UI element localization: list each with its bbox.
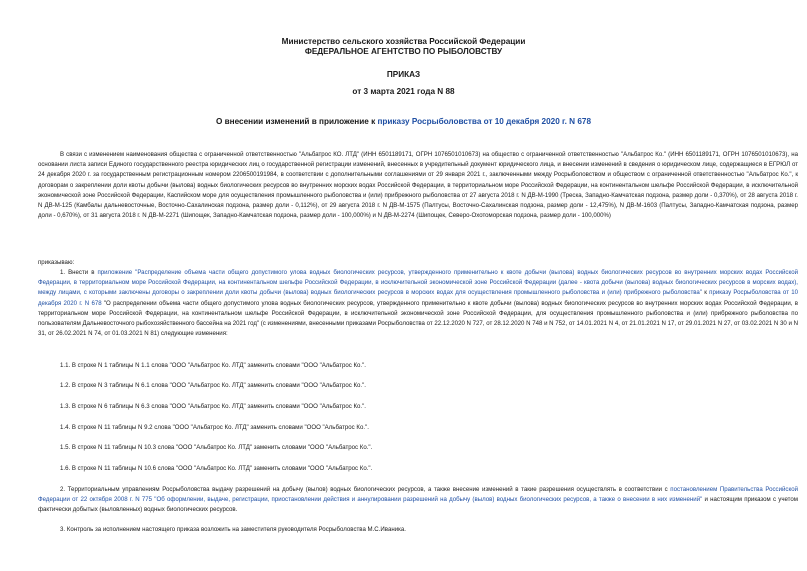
subitem-1-1: 1.1. В строке N 1 таблицы N 1.1 слова "ООО "Альбатрос Ко. ЛТД" заменить словами "ООО "Альбатрос Ко.".	[60, 362, 366, 369]
point-2-end: и настоящим приказом с учетом фактически добытых (выловленных) водных биологических ресурсов.	[38, 496, 798, 514]
subitem-1-3: 1.3. В строке N 6 таблицы N 6.3 слова "ООО "Альбатрос Ко. ЛТД" заменить словами "ООО "Альбатрос Ко.".	[60, 403, 366, 410]
point-1-mid2: "О распределении объема части общего допустимого улова водных биологических ресурсов, утвержденного применительно к квоте добычи (вылова) водных биологических ресурсов во внутренних морских водах Российской Федерации, в территориальном море Российской Федерации, на континентальном шельфе Российской Федерации, в исключительной экономической зоне Российской Федерации, для осуществления промышленного рыболовства и (или) прибрежного рыболовства по пользователям Дальневосточного рыбохозяйственного бассейна на 2021 год" (с изменениями, внесенными приказами Росрыболовства от 22.12.2020 N 727, от 28.12.2020 N 748 и N 752, от 14.01.2021 N 4, от 21.01.2021 N 17, от 29.01.2021 N 27, от 03.02.2021 N 30 и N 31, от 26.02.2021 N 74, от 01.03.2021 N 81) следующие изменения:	[38, 299, 798, 338]
preamble-paragraph: В связи с изменением наименования общества с ограниченной ответственностью "Альбатрос КО. ЛТД" (ИНН 6501189171, ОГРН 1076501010673) на общество с ограниченной ответственностью "Альбатрос Ко." (ИНН 6501189171, ОГРН 1076501010673), на основании листа записи Единого государственного реестра юридических лиц о государственной регистрации изменений, внесенных в учредительный документ юридического лица, и внесении изменений в сведения о юридическом лице, содержащиеся в ЕГРЮЛ от 24 декабря 2020 г. за государственным регистрационным номером 2206500191984, в соответствии с дополнительными соглашениями от 29 января 2021 г., заключенными между Росрыболовством и обществом с ограниченной ответственностью "Альбатрос Ко.", к договорам о закреплении доли квоты добычи (вылова) водных биологических ресурсов во внутренних морских водах Российской Федерации, в территориальном море Российской Федерации, на континентальном шельфе Российской Федерации, в исключительной экономической зоне Российской Федерации, Каспийском море для осуществления промышленного рыболовства и (или) прибрежного рыболовства от 27 августа 2018 г. N ДВ-М-1990 (Треска, Западно-Камчатская подзона, размер доли - 0,370%), от 28 августа 2018 г. N ДВ-М-125 (Камбалы дальневосточные, Восточно-Сахалинская подзона, размер доли - 0,112%), от 29 августа 2018 г. N ДВ-М-1575 (Палтусы, Восточно-Сахалинская подзона, размер доли - 12,475%), N ДВ-М-1603 (Палтусы, Западно-Камчатская подзона, размер доли - 0,670%), от 31 августа 2018 г. N ДВ-М-2271 (Шипощек, Западно-Камчатская подзона, размер доли - 100,000%) и N ДВ-М-2274 (Шипощек, Северо-Охотоморская подзона, размер доли - 100,000%)	[38, 151, 798, 220]
resolution-775-link[interactable]: постановлением Правительства Российской Федерации от 22 октября 2008 г. N 775 "Об оформлении, выдаче, регистрации, приостановлении действия и аннулировании разрешений на добычу (вылов) водных биологических ресурсов, а также о внесении в них изменений"	[38, 486, 798, 504]
order-678-link[interactable]: приказу Росрыболовства от 10 декабря 2020 г. N 678	[38, 289, 798, 307]
point-1-paragraph	[38, 268, 798, 339]
point-1-mid1: к	[701, 289, 710, 297]
title-prefix: О внесении изменений в приложение к	[215, 117, 378, 126]
appendix-link[interactable]: приложение "Распределение объема части общего допустимого улова водных биологических ресурсов, утвержденного применительно к квоте добычи (вылова) водных биологических ресурсов во внутренних морских водах Российской Федерации, в территориальном море Российской Федерации, на континентальном шельфе Российской Федерации, в исключительной экономической зоне Российской Федерации (далее - квота добычи (вылова) водных биологических ресурсов в морских водах), между лицами, с которыми заключены договоры о закреплении доли квоты добычи (вылова) водных биологических ресурсов в морских водах для осуществления промышленного рыболовства и (или) прибрежного рыболовства"	[38, 269, 798, 297]
order-word: приказываю:	[38, 259, 75, 266]
point-2-paragraph	[38, 485, 798, 516]
point-3-paragraph: 3. Контроль за исполнением настоящего приказа возложить на заместителя руководителя Росрыболовства М.С.Иваника.	[60, 526, 406, 533]
subitem-1-6: 1.6. В строке N 11 таблицы N 10.6 слова "ООО "Альбатрос Ко. ЛТД" заменить словами "ООО "Альбатрос Ко.".	[60, 465, 373, 472]
ministry-name: Министерство сельского хозяйства Российской Федерации	[281, 37, 526, 46]
document-title	[0, 117, 807, 127]
subitem-1-4: 1.4. В строке N 11 таблицы N 9.2 слова "ООО "Альбатрос Ко. ЛТД" заменить словами "ООО "Альбатрос Ко.".	[60, 424, 369, 431]
point-2-start: 2. Территориальным управлениям Росрыболовства выдачу разрешений на добычу (вылов) водных биологических ресурсов, а также внесение изменений в такие разрешения осуществлять в соответствии с	[60, 486, 671, 493]
subitem-1-5: 1.5. В строке N 11 таблицы N 10.3 слова "ООО "Альбатрос Ко. ЛТД" заменить словами "ООО "Альбатрос Ко.".	[60, 444, 373, 451]
point-1-start: 1. Внести в	[60, 269, 98, 276]
agency-name: ФЕДЕРАЛЬНОЕ АГЕНТСТВО ПО РЫБОЛОВСТВУ	[304, 47, 503, 56]
document-date-number: от 3 марта 2021 года N 88	[352, 87, 455, 96]
title-link[interactable]: приказу Росрыболовства от 10 декабря 2020 г. N 678	[377, 117, 592, 126]
subitem-1-2: 1.2. В строке N 3 таблицы N 6.1 слова "ООО "Альбатрос Ко. ЛТД" заменить словами "ООО "Альбатрос Ко.".	[60, 382, 366, 389]
document-type: ПРИКАЗ	[386, 70, 421, 79]
